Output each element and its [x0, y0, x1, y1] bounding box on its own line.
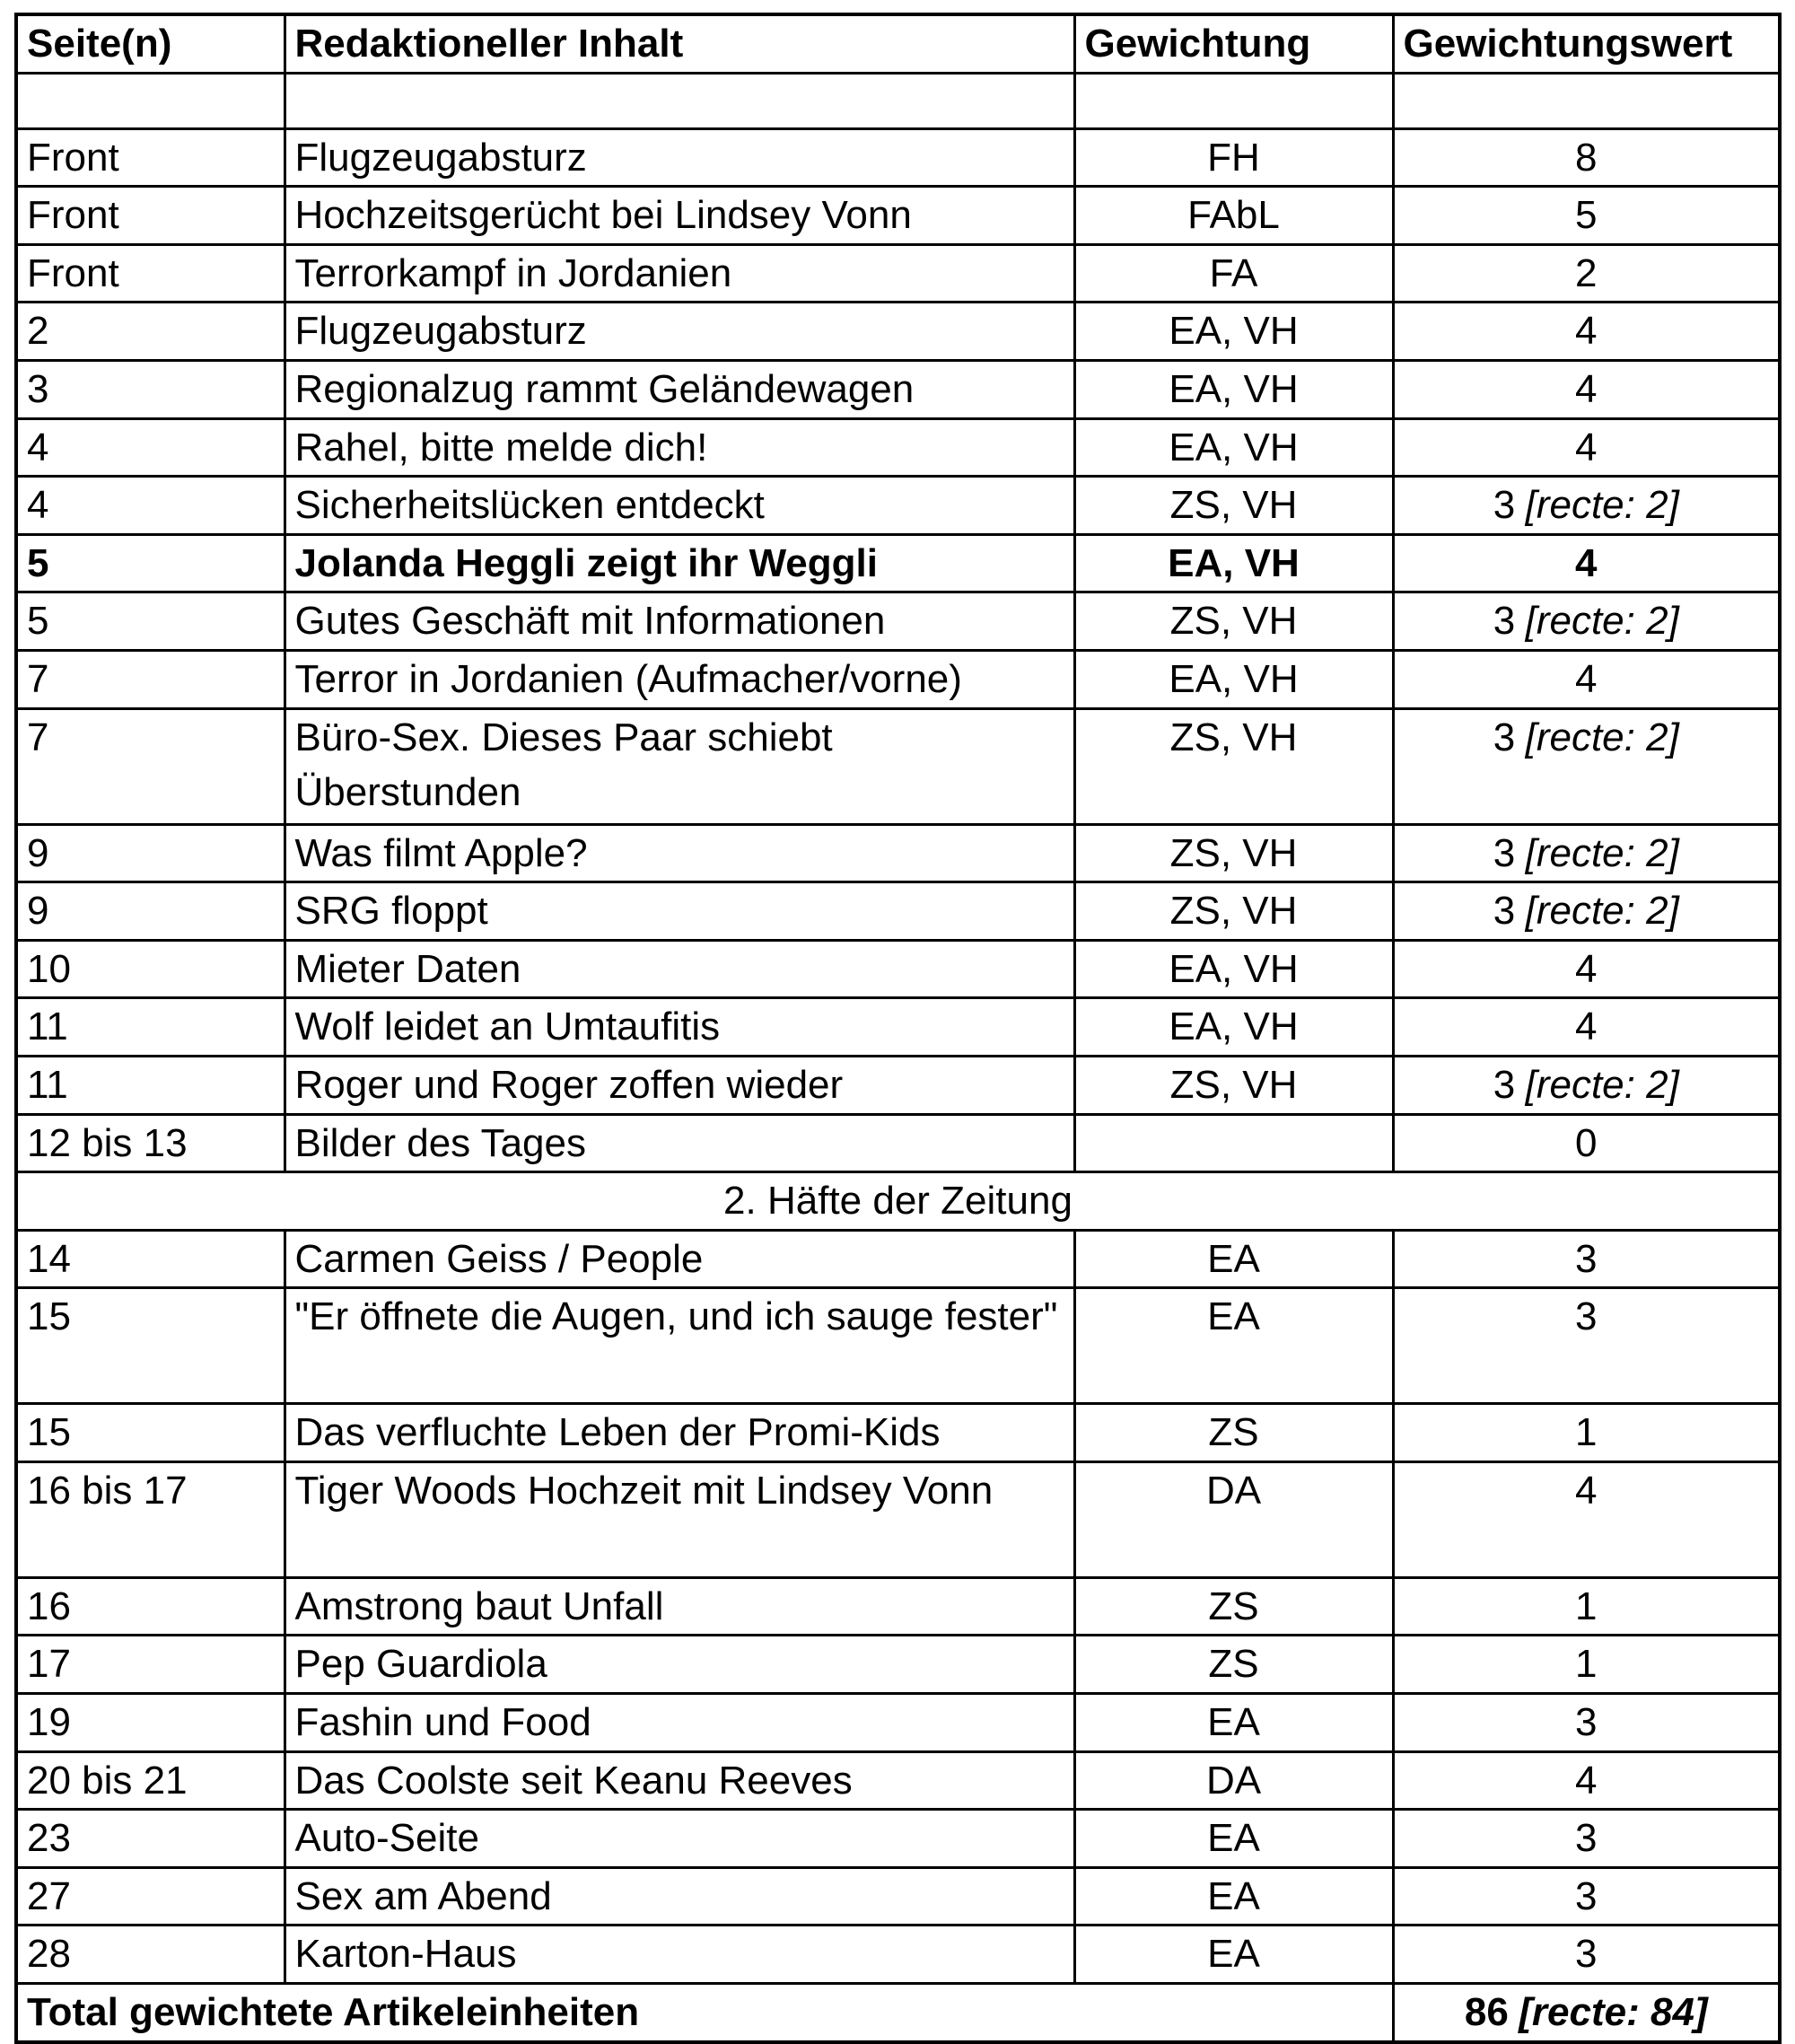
cell-inhalt: Flugzeugabsturz — [285, 128, 1074, 187]
cell-seite: Front — [16, 244, 285, 303]
cell-gewichtung: EA, VH — [1074, 534, 1393, 592]
cell-wert: 3 — [1393, 1926, 1780, 1984]
table-row — [16, 1636, 1780, 1694]
header-gewichtung: Gewichtung — [1074, 14, 1393, 73]
table-row — [16, 244, 1780, 303]
cell-seite: 11 — [16, 998, 285, 1057]
cell-seite: 28 — [16, 1926, 285, 1984]
cell-gewichtung — [1074, 73, 1393, 128]
cell-inhalt: Pep Guardiola — [285, 1636, 1074, 1694]
cell-seite: 12 bis 13 — [16, 1114, 285, 1172]
cell-gewichtung: FAbL — [1074, 187, 1393, 245]
table-row — [16, 1230, 1780, 1288]
cell-wert: 3 — [1393, 1867, 1780, 1926]
cell-seite: 4 — [16, 477, 285, 535]
cell-wert: 4 — [1393, 1751, 1780, 1810]
cell-seite: 14 — [16, 1230, 285, 1288]
cell-seite: 9 — [16, 824, 285, 882]
wert-recte-note: [recte: 2] — [1525, 889, 1679, 934]
cell-gewichtung: EA, VH — [1074, 360, 1393, 418]
cell-inhalt: Terrorkampf in Jordanien — [285, 244, 1074, 303]
cell-seite: 7 — [16, 650, 285, 708]
cell-seite: 15 — [16, 1404, 285, 1462]
table-row — [16, 1751, 1780, 1810]
cell-inhalt — [285, 73, 1074, 128]
cell-gewichtung: EA, VH — [1074, 940, 1393, 998]
wert-number: 3 — [1493, 715, 1516, 759]
cell-gewichtung — [1074, 1114, 1393, 1172]
header-seite: Seite(n) — [16, 14, 285, 73]
wert-recte-note: [recte: 2] — [1525, 599, 1679, 644]
cell-wert — [1393, 1056, 1780, 1114]
cell-seite: 16 — [16, 1577, 285, 1636]
cell-gewichtung: DA — [1074, 1751, 1393, 1810]
cell-wert — [1393, 73, 1780, 128]
cell-inhalt: Karton-Haus — [285, 1926, 1074, 1984]
cell-gewichtung: ZS — [1074, 1577, 1393, 1636]
table-row — [16, 477, 1780, 535]
cell-inhalt: Flugzeugabsturz — [285, 303, 1074, 361]
table-row — [16, 1867, 1780, 1926]
cell-gewichtung: EA — [1074, 1867, 1393, 1926]
wert-number: 3 — [1493, 1062, 1516, 1107]
cell-seite: 2 — [16, 303, 285, 361]
cell-gewichtung: ZS, VH — [1074, 477, 1393, 535]
cell-inhalt: Mieter Daten — [285, 940, 1074, 998]
gewichtung-table — [14, 13, 1782, 2044]
cell-seite: 16 bis 17 — [16, 1461, 285, 1577]
cell-seite: 5 — [16, 592, 285, 651]
cell-inhalt: Auto-Seite — [285, 1810, 1074, 1868]
cell-wert: 4 — [1393, 303, 1780, 361]
table-row — [16, 1114, 1780, 1172]
cell-gewichtung: FA — [1074, 244, 1393, 303]
table-row — [16, 1810, 1780, 1868]
table-row — [16, 592, 1780, 651]
section-divider-label: 2. Häfte der Zeitung — [16, 1172, 1780, 1231]
table-row — [16, 1461, 1780, 1577]
table-row — [16, 303, 1780, 361]
cell-seite — [16, 73, 285, 128]
cell-wert: 4 — [1393, 1461, 1780, 1577]
cell-seite: 11 — [16, 1056, 285, 1114]
cell-seite: 4 — [16, 418, 285, 477]
cell-gewichtung: DA — [1074, 1461, 1393, 1577]
cell-seite: 23 — [16, 1810, 285, 1868]
cell-wert: 3 — [1393, 1230, 1780, 1288]
cell-inhalt: Wolf leidet an Umtaufitis — [285, 998, 1074, 1057]
cell-seite: 9 — [16, 882, 285, 941]
table-row — [16, 360, 1780, 418]
cell-inhalt: Büro-Sex. Dieses Paar schiebt Überstunden — [285, 708, 1074, 824]
cell-wert: 0 — [1393, 1114, 1780, 1172]
cell-wert: 4 — [1393, 534, 1780, 592]
cell-inhalt: Rahel, bitte melde dich! — [285, 418, 1074, 477]
table-row — [16, 1577, 1780, 1636]
cell-wert: 4 — [1393, 998, 1780, 1057]
cell-inhalt: Terror in Jordanien (Aufmacher/vorne) — [285, 650, 1074, 708]
cell-gewichtung: EA — [1074, 1926, 1393, 1984]
cell-wert: 4 — [1393, 650, 1780, 708]
cell-gewichtung: ZS — [1074, 1636, 1393, 1694]
cell-wert: 3 — [1393, 1810, 1780, 1868]
cell-wert: 3 — [1393, 1694, 1780, 1752]
table-row — [16, 1404, 1780, 1462]
total-value-note: [recte: 84] — [1519, 1990, 1708, 2035]
cell-gewichtung: ZS, VH — [1074, 708, 1393, 824]
cell-gewichtung: ZS, VH — [1074, 824, 1393, 882]
cell-inhalt: Fashin und Food — [285, 1694, 1074, 1752]
cell-wert: 8 — [1393, 128, 1780, 187]
wert-number: 3 — [1493, 889, 1516, 934]
cell-gewichtung: ZS, VH — [1074, 882, 1393, 941]
cell-wert — [1393, 708, 1780, 824]
cell-inhalt: Gutes Geschäft mit Informationen — [285, 592, 1074, 651]
cell-gewichtung: EA — [1074, 1810, 1393, 1868]
total-value — [1393, 1984, 1780, 2042]
cell-wert: 5 — [1393, 187, 1780, 245]
wert-recte-note: [recte: 2] — [1525, 830, 1679, 875]
table-row — [16, 882, 1780, 941]
header-inhalt: Redaktioneller Inhalt — [285, 14, 1074, 73]
cell-inhalt: Amstrong baut Unfall — [285, 1577, 1074, 1636]
cell-seite: 27 — [16, 1867, 285, 1926]
cell-wert: 4 — [1393, 418, 1780, 477]
table-body — [16, 73, 1780, 1983]
cell-seite: 10 — [16, 940, 285, 998]
cell-gewichtung: EA, VH — [1074, 418, 1393, 477]
cell-inhalt: "Er öffnete die Augen, und ich sauge fester" — [285, 1288, 1074, 1404]
cell-inhalt: Roger und Roger zoffen wieder — [285, 1056, 1074, 1114]
cell-gewichtung: EA — [1074, 1230, 1393, 1288]
table-row — [16, 1694, 1780, 1752]
table-row — [16, 940, 1780, 998]
cell-gewichtung: EA, VH — [1074, 650, 1393, 708]
cell-seite: 7 — [16, 708, 285, 824]
cell-inhalt: Tiger Woods Hochzeit mit Lindsey Vonn — [285, 1461, 1074, 1577]
cell-inhalt: SRG floppt — [285, 882, 1074, 941]
cell-seite: 19 — [16, 1694, 285, 1752]
cell-gewichtung: ZS — [1074, 1404, 1393, 1462]
table-row — [16, 824, 1780, 882]
cell-seite: 20 bis 21 — [16, 1751, 285, 1810]
cell-wert — [1393, 824, 1780, 882]
table-row — [16, 998, 1780, 1057]
table-row — [16, 534, 1780, 592]
cell-wert — [1393, 882, 1780, 941]
wert-number: 3 — [1493, 830, 1516, 875]
cell-inhalt: Bilder des Tages — [285, 1114, 1074, 1172]
cell-gewichtung: EA — [1074, 1694, 1393, 1752]
wert-number: 3 — [1493, 599, 1516, 644]
table-row — [16, 1056, 1780, 1114]
total-row — [16, 1984, 1780, 2042]
wert-recte-note: [recte: 2] — [1525, 483, 1679, 528]
cell-gewichtung: ZS, VH — [1074, 1056, 1393, 1114]
cell-gewichtung: EA — [1074, 1288, 1393, 1404]
cell-wert: 3 — [1393, 1288, 1780, 1404]
table-row — [16, 708, 1780, 824]
cell-wert: 4 — [1393, 360, 1780, 418]
table-row — [16, 418, 1780, 477]
total-value-number: 86 — [1464, 1990, 1509, 2035]
cell-wert: 1 — [1393, 1577, 1780, 1636]
cell-gewichtung: EA, VH — [1074, 303, 1393, 361]
cell-inhalt: Das verfluchte Leben der Promi-Kids — [285, 1404, 1074, 1462]
cell-gewichtung: EA, VH — [1074, 998, 1393, 1057]
cell-seite: 17 — [16, 1636, 285, 1694]
empty-row — [16, 73, 1780, 128]
wert-recte-note: [recte: 2] — [1525, 1062, 1679, 1107]
table-row — [16, 187, 1780, 245]
cell-inhalt: Sex am Abend — [285, 1867, 1074, 1926]
cell-wert — [1393, 477, 1780, 535]
table-row — [16, 1926, 1780, 1984]
cell-inhalt: Regionalzug rammt Geländewagen — [285, 360, 1074, 418]
cell-inhalt: Jolanda Heggli zeigt ihr Weggli — [285, 534, 1074, 592]
header-gewichtungswert: Gewichtungswert — [1393, 14, 1780, 73]
table-row — [16, 650, 1780, 708]
section-divider-row — [16, 1172, 1780, 1231]
total-label: Total gewichtete Artikeleinheiten — [16, 1984, 1393, 2042]
wert-number: 3 — [1493, 483, 1516, 528]
cell-gewichtung: FH — [1074, 128, 1393, 187]
cell-seite: Front — [16, 187, 285, 245]
table-row — [16, 1288, 1780, 1404]
cell-inhalt: Was filmt Apple? — [285, 824, 1074, 882]
cell-wert: 1 — [1393, 1636, 1780, 1694]
cell-wert: 1 — [1393, 1404, 1780, 1462]
cell-seite: Front — [16, 128, 285, 187]
header-row — [16, 14, 1780, 73]
cell-wert — [1393, 592, 1780, 651]
table-row — [16, 128, 1780, 187]
wert-recte-note: [recte: 2] — [1525, 715, 1679, 759]
cell-gewichtung: ZS, VH — [1074, 592, 1393, 651]
cell-wert: 4 — [1393, 940, 1780, 998]
cell-inhalt: Carmen Geiss / People — [285, 1230, 1074, 1288]
cell-inhalt: Sicherheitslücken entdeckt — [285, 477, 1074, 535]
cell-seite: 5 — [16, 534, 285, 592]
cell-seite: 15 — [16, 1288, 285, 1404]
cell-inhalt: Das Coolste seit Keanu Reeves — [285, 1751, 1074, 1810]
cell-wert: 2 — [1393, 244, 1780, 303]
cell-seite: 3 — [16, 360, 285, 418]
cell-inhalt: Hochzeitsgerücht bei Lindsey Vonn — [285, 187, 1074, 245]
